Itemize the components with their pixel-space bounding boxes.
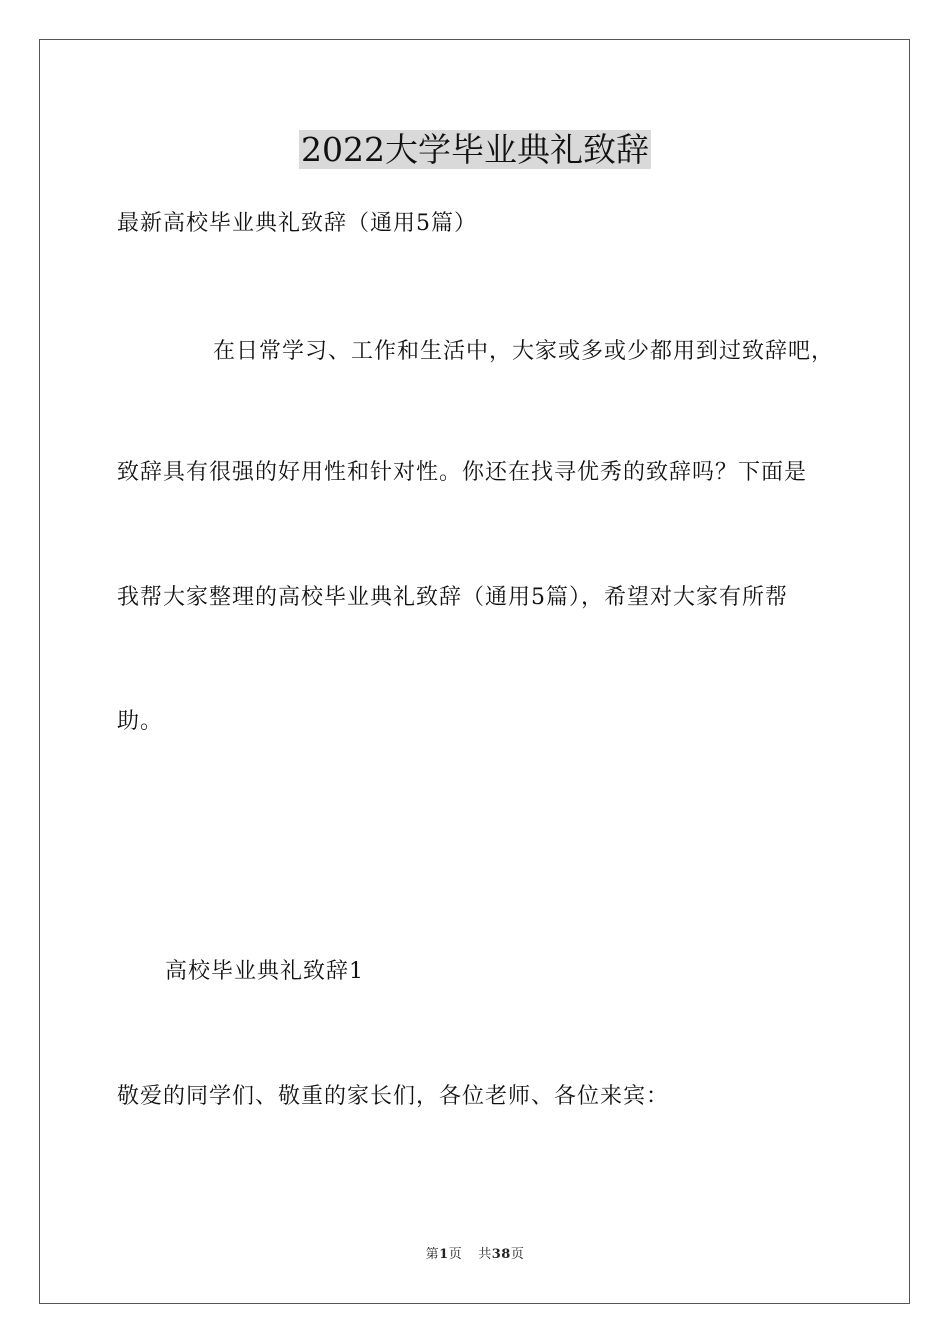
current-page-number: 1 (439, 1247, 449, 1262)
total-pages-prefix: 共 (478, 1247, 492, 1262)
document-subtitle: 最新高校毕业典礼致辞（通用5篇） (117, 211, 477, 236)
page-footer (0, 1246, 950, 1264)
section-heading: 高校毕业典礼致辞1 (165, 959, 364, 984)
intro-paragraph-line-4: 助。 (117, 709, 164, 734)
total-pages-number: 38 (491, 1247, 511, 1262)
intro-paragraph-line-3: 我帮大家整理的高校毕业典礼致辞（通用5篇），希望对大家有所帮 (117, 585, 788, 610)
document-title (0, 124, 950, 176)
intro-paragraph-line-2: 致辞具有很强的好用性和针对性。你还在找寻优秀的致辞吗？下面是 (117, 460, 808, 485)
page-number-suffix: 页 (448, 1247, 463, 1262)
page-number-prefix: 第 (425, 1247, 440, 1262)
document-title-text: 2022大学毕业典礼致辞 (301, 130, 649, 169)
total-pages-suffix: 页 (510, 1247, 525, 1262)
salutation-line: 敬爱的同学们、敬重的家长们，各位老师、各位来宾： (117, 1084, 670, 1109)
intro-paragraph-line-1: 在日常学习、工作和生活中，大家或多或少都用到过致辞吧， (213, 339, 835, 364)
